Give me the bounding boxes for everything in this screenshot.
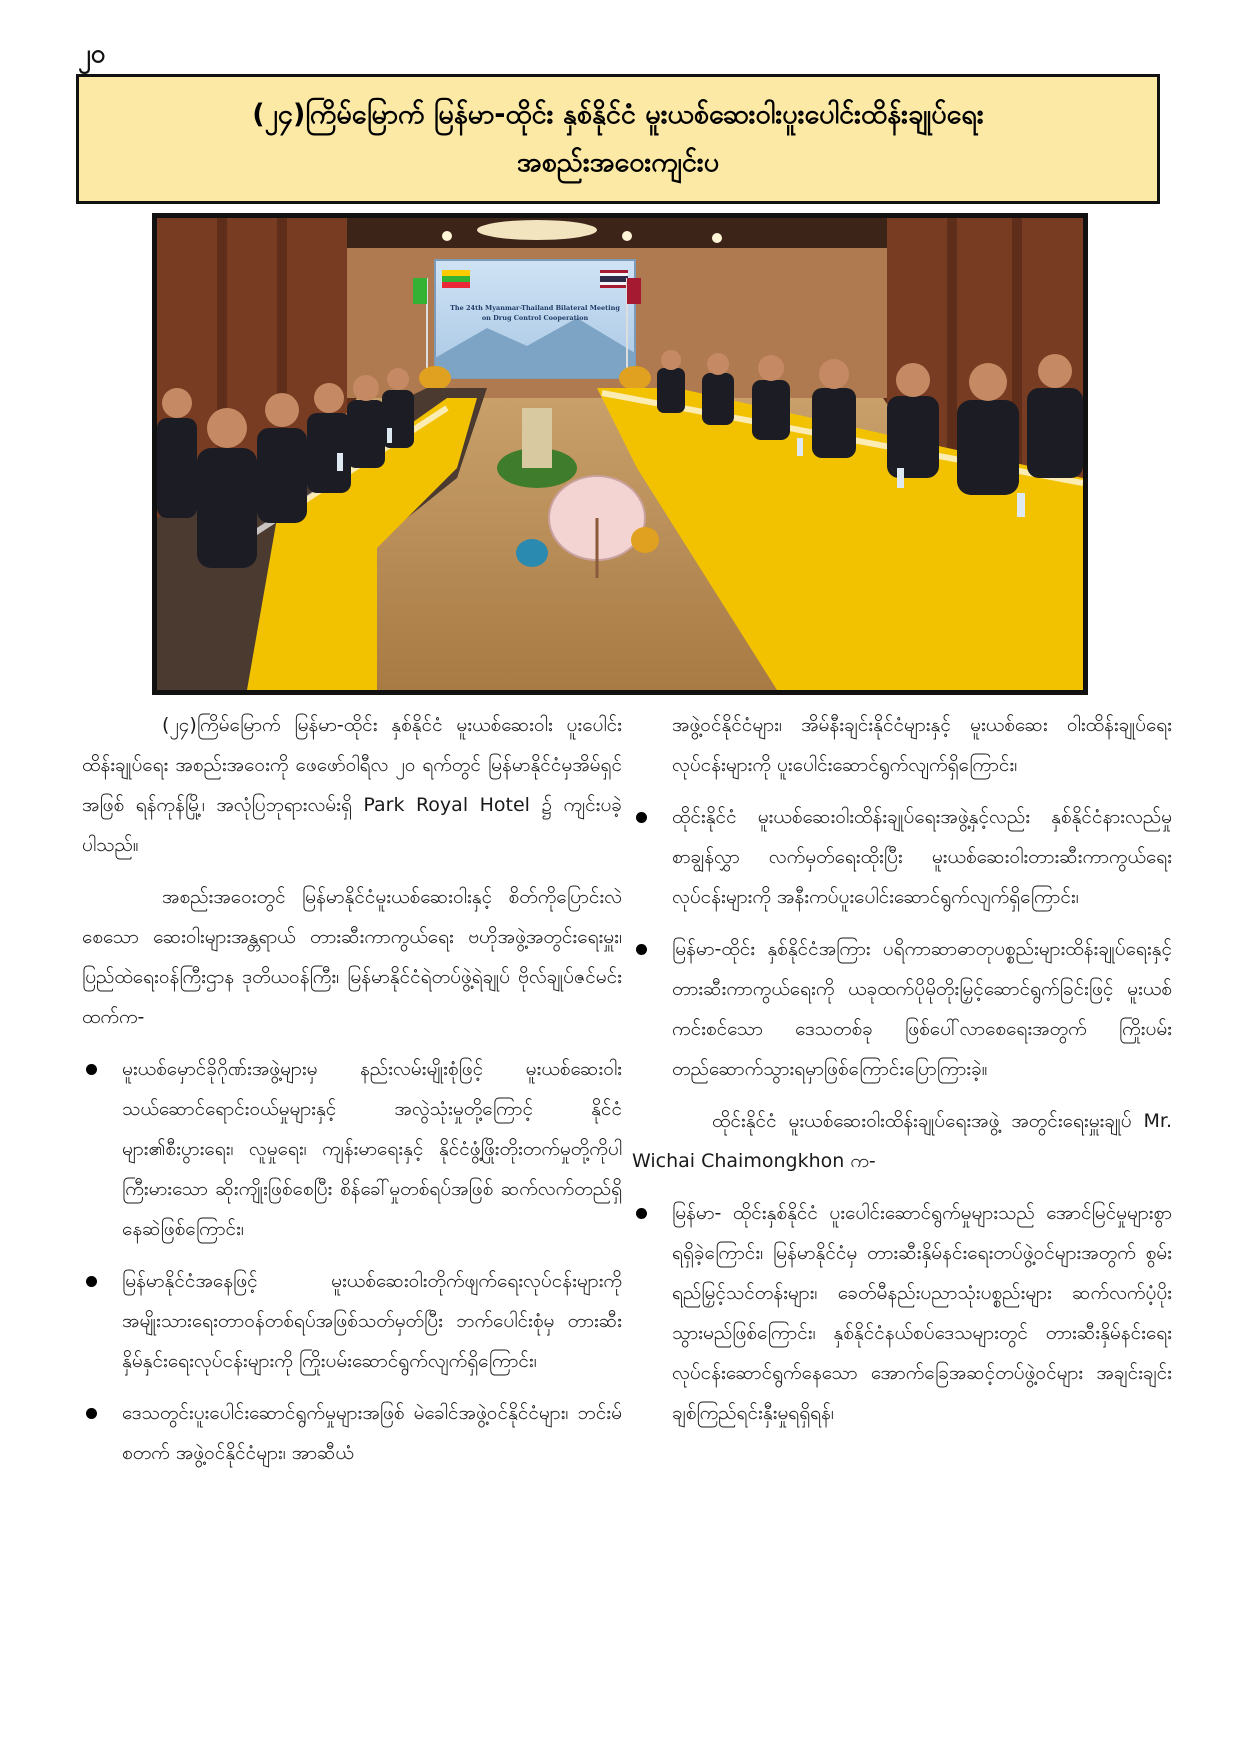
bullet-item-continuation: အဖွဲ့ဝင်နိုင်ငံများ၊ အိမ်နီးချင်းနိုင်ငံများနှင့် မူးယစ်ဆေး ဝါးထိန်းချုပ်ရေးလုပ်ငန်းများကို ပူးပေါင်းဆောင်ရွက်လျက်ရှိကြောင်း၊ (672, 714, 1172, 776)
title-line-1: (၂၄)ကြိမ်မြောက် မြန်မာ-ထိုင်း နှစ်နိုင်ငံ မူးယစ်ဆေးဝါးပူးပေါင်းထိန်းချုပ်ရေး (252, 99, 984, 130)
thailand-flag-icon (600, 270, 628, 288)
bullet-item: ထိုင်းနိုင်ငံ မူးယစ်ဆေးဝါးထိန်းချုပ်ရေးအဖွဲ့နှင့်လည်း နှစ်နိုင်ငံနားလည်မှုစာချွန်လွှာ လက်မှတ်ရေးထိုးပြီး မူးယစ်ဆေးဝါးတားဆီးကာကွယ်ရေးလုပ်ငန်းများကို အနီးကပ်ပူးပေါင်းဆောင်ရွက်လျက်ရှိကြောင်း၊ (632, 797, 1172, 917)
bullet-item: မြန်မာ- ထိုင်းနှစ်နိုင်ငံ ပူးပေါင်းဆောင်ရွက်မှုများသည် အောင်မြင်မှုများစွာ ရရှိခဲ့ကြောင်း၊ မြန်မာနိုင်ငံမှ တားဆီးနှိမ်နင်းရေးတပ်ဖွဲ့ဝင်များအတွက် စွမ်းရည်မြှင့်သင်တန်းများ၊ ခေတ်မီနည်းပညာသုံးပစ္စည်းများ ဆက်လက်ပံ့ပိုးသွားမည်ဖြစ်ကြောင်း၊ နှစ်နိုင်ငံနယ်စပ်ဒေသများတွင် တားဆီးနှိမ်နင်းရေးလုပ်ငန်းဆောင်ရွက်နေသော အောက်ခြေအဆင့်တပ်ဖွဲ့ဝင်များ အချင်းချင်း ချစ်ကြည်ရင်းနှီးမှုရရှိရန်၊ (632, 1193, 1172, 1433)
banner-line-2: on Drug Control Cooperation (481, 314, 589, 322)
bullet-item: ဒေသတွင်းပူးပေါင်းဆောင်ရွက်မှုများအဖြစ် မဲခေါင်အဖွဲ့ဝင်နိုင်ငံများ၊ ဘင်းမ်စတက် အဖွဲ့ဝင်နိုင်ငံများ၊ အာဆီယံ (82, 1393, 622, 1473)
bullet-item: မြန်မာ-ထိုင်း နှစ်နိုင်ငံအကြား ပရိကာဆာဓာတုပစ္စည်းများထိန်းချုပ်ရေးနှင့် တားဆီးကာကွယ်ရေးကို ယခုထက်ပိုမိုတိုးမြှင့်ဆောင်ရွက်ခြင်းဖြင့် မူးယစ်ကင်းစင်သော ဒေသတစ်ခု ဖြစ်ပေါ်လာစေရေးအတွက် ကြိုးပမ်းတည်ဆောက်သွားရမှာဖြစ်ကြောင်းပြောကြားခဲ့။ (632, 929, 1172, 1089)
title-box (76, 74, 1160, 204)
speech-points-list (82, 1049, 622, 1473)
intro-paragraph: (၂၄)ကြိမ်မြောက် မြန်မာ-ထိုင်း နှစ်နိုင်ငံ မူးယစ်ဆေးဝါး ပူးပေါင်းထိန်းချုပ်ရေး အစည်းအဝေးကို ဖေဖော်ဝါရီလ ၂၀ ရက်တွင် မြန်မာနိုင်ငံမှအိမ်ရှင်အဖြစ် ရန်ကုန်မြို့၊ အလုံပြဘုရားလမ်းရှိ Park Royal Hotel ၌ ကျင်းပခဲ့ပါသည်။ (82, 714, 622, 856)
meeting-photo (152, 213, 1088, 695)
speech-points-list-continued (632, 705, 1172, 1089)
meeting-photo-illustration (157, 218, 1083, 690)
speaker-intro-paragraph: အစည်းအဝေးတွင် မြန်မာနိုင်ငံမူးယစ်ဆေးဝါးနှင့် စိတ်ကိုပြောင်းလဲစေသော ဆေးဝါးများအန္တရာယ် တားဆီးကာကွယ်ရေး ဗဟိုအဖွဲ့အတွင်းရေးမှူး၊ ပြည်ထဲရေးဝန်ကြီးဌာန ဒုတိယဝန်ကြီး၊ မြန်မာနိုင်ငံရဲတပ်ဖွဲ့ရဲချုပ် ဗိုလ်ချုပ်ဇင်မင်းထက်က- (82, 886, 622, 1028)
page-number: ၂၀ (78, 39, 106, 69)
thai-speech-points-list (632, 1193, 1172, 1433)
right-column (632, 705, 1172, 1445)
bullet-item: မြန်မာနိုင်ငံအနေဖြင့် မူးယစ်ဆေးဝါးတိုက်ဖျက်ရေးလုပ်ငန်းများကို အမျိုးသားရေးတာဝန်တစ်ရပ်အဖြစ်သတ်မှတ်ပြီး ဘက်ပေါင်းစုံမှ တားဆီးနှိမ်နှင်းရေးလုပ်ငန်းများကို ကြိုးပမ်းဆောင်ရွက်လျက်ရှိကြောင်း၊ (82, 1261, 622, 1381)
left-column (82, 705, 622, 1485)
banner-line-1: The 24th Myanmar-Thailand Bilateral Meeting (450, 304, 620, 312)
title-line-2: အစည်းအဝေးကျင်းပ (516, 147, 720, 178)
thai-speaker-paragraph: ထိုင်းနိုင်ငံ မူးယစ်ဆေးဝါးထိန်းချုပ်ရေးအဖွဲ့ အတွင်းရေးမှူးချုပ် Mr. Wichai Chaimongkhon က- (632, 1110, 1172, 1172)
bullet-item: မူးယစ်မှောင်ခိုဂိုဏ်းအဖွဲ့များမှ နည်းလမ်းမျိုးစုံဖြင့် မူးယစ်ဆေးဝါးသယ်ဆောင်ရောင်းဝယ်မှုများနှင့် အလွဲသုံးမှုတို့ကြောင့် နိုင်ငံများ၏စီးပွားရေး၊ လူမှုရေး၊ ကျန်းမာရေးနှင့် နိုင်ငံဖွံ့ဖြိုးတိုးတက်မှုတို့ကိုပါ ကြီးမားသော ဆိုးကျိုးဖြစ်စေပြီး စိန်ခေါ်မှုတစ်ရပ်အဖြစ် ဆက်လက်တည်ရှိနေဆဲဖြစ်ကြောင်း၊ (82, 1049, 622, 1249)
